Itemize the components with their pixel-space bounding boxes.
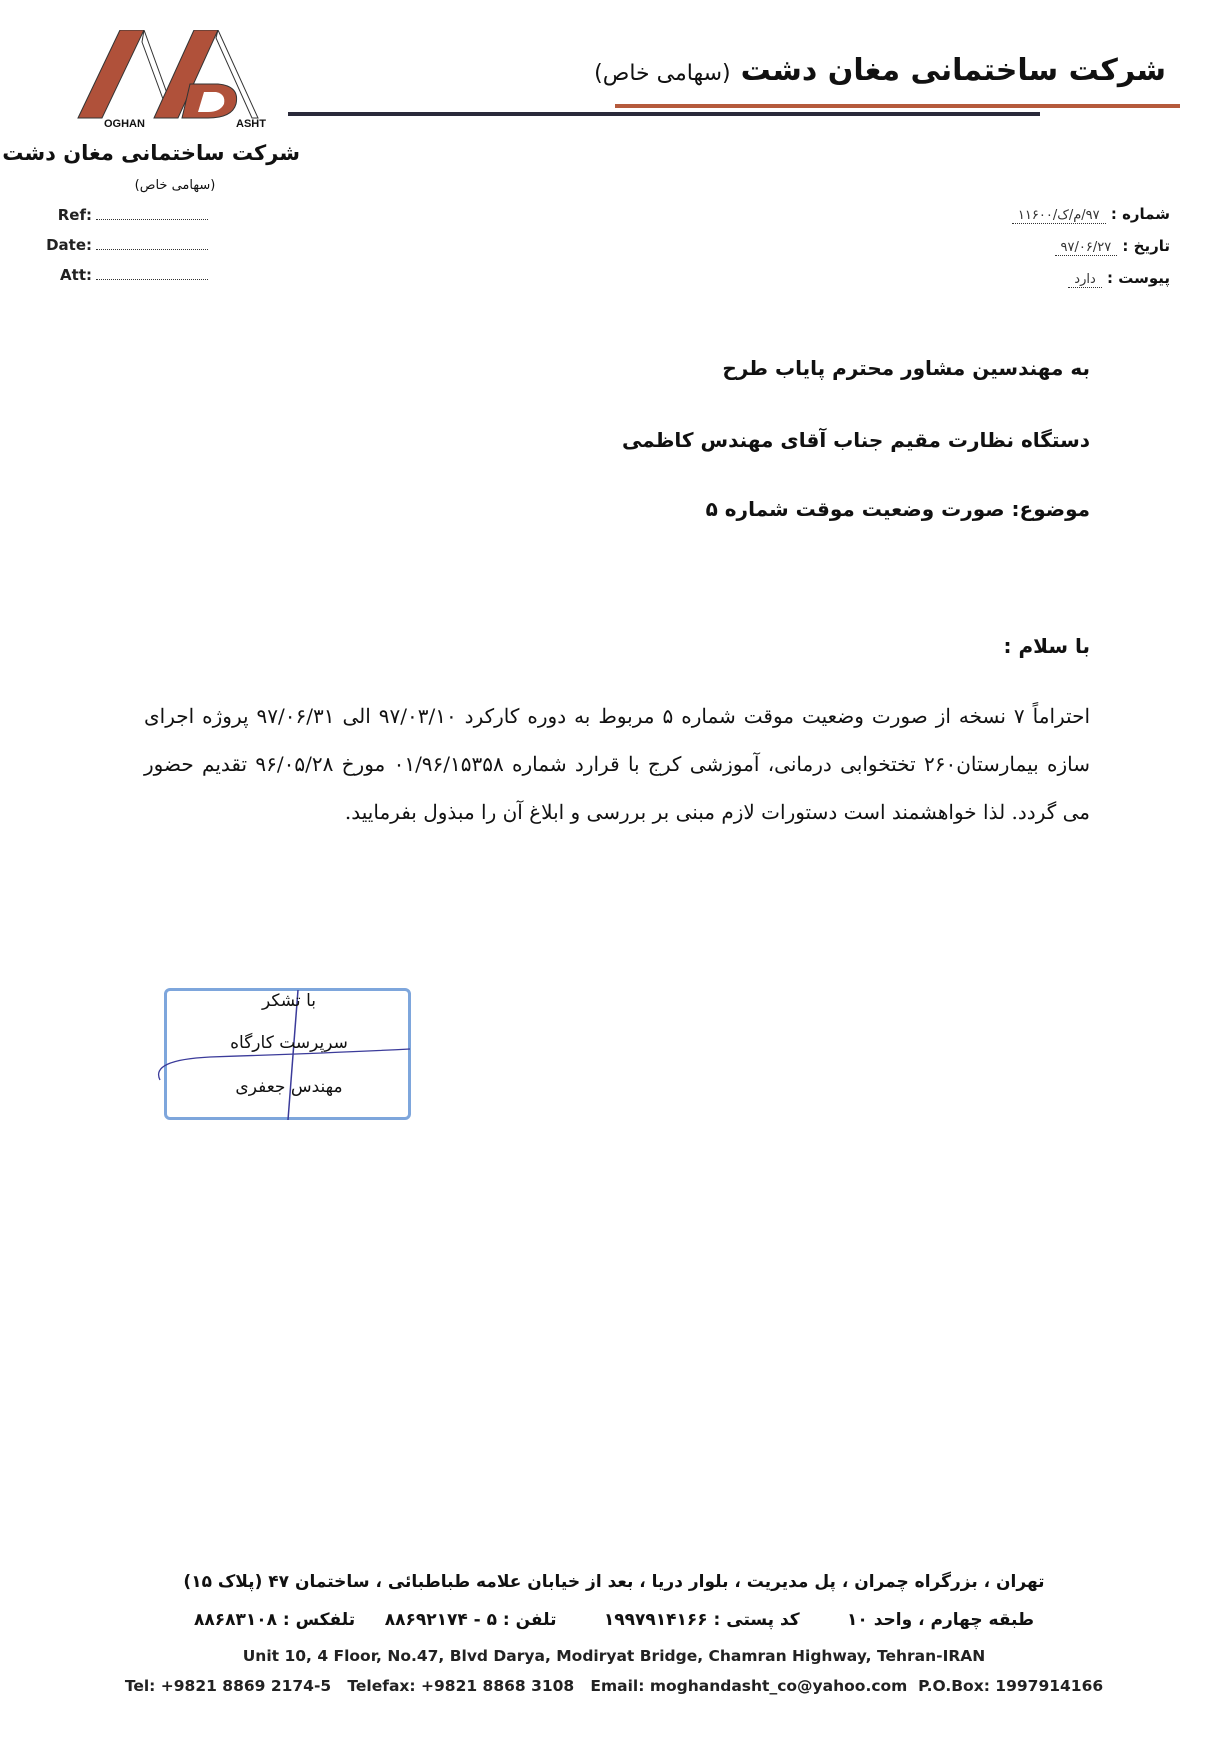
letter-date-field: تاریخ : ۹۷/۰۶/۲۷ bbox=[1055, 234, 1170, 258]
ref-field: Ref: bbox=[44, 204, 208, 226]
logo-company-type: (سهامی خاص) bbox=[134, 178, 216, 193]
footer-address-en: Unit 10, 4 Floor, No.47, Blvd Darya, Modiryat Bridge, Chamran Highway, Tehran-IRAN bbox=[242, 1647, 986, 1665]
signature-name: مهندس جعفری bbox=[235, 1077, 343, 1097]
letter-number-field: شماره : ۹۷/م/ک/۱۱۶۰۰ bbox=[1012, 202, 1170, 226]
letter-date-value: ۹۷/۰۶/۲۷ bbox=[1055, 240, 1118, 256]
letter-body: احتراماً ۷ نسخه از صورت وضعیت موقت شماره ۵ مربوط به دوره کارکرد ۹۷/۰۳/۱۰ الی ۹۷/۰۶/۳۱ پروژه اجرای سازه بیمارستان۲۶۰ تختخوابی درمانی، آموزشی کرج با قرارد شماره ۰۱/۹۶/۱۵۳۵۸ مورخ ۹۶/۰۵/۲۸ تقدیم حضور می گردد. لذا خواهشمند است دستورات لازم مبنی بر بررسی و ابلاغ آن را مبذول بفرمایید. bbox=[144, 704, 1091, 824]
subject-line: موضوع: صورت وضعیت موقت شماره ۵ bbox=[705, 497, 1090, 521]
logo-text-asht: ASHT bbox=[236, 118, 266, 130]
letterhead-company-name: شرکت ساختمانی مغان دشت bbox=[740, 53, 1166, 88]
footer-contact-fa: طبقه چهارم ، واحد ۱۰ کد پستی : ۱۹۹۷۹۱۴۱۶۶ تلفن : ۵ - ۸۸۶۹۲۱۷۴ تلفکس : ۸۸۶۸۳۱۰۸ bbox=[193, 1610, 1035, 1630]
header-divider-dark bbox=[288, 112, 1040, 116]
date-field: Date: bbox=[44, 234, 208, 256]
header-divider-red bbox=[615, 104, 1180, 108]
attachment-field: پیوست : دارد bbox=[1068, 266, 1170, 290]
signature-title: سرپرست کارگاه bbox=[230, 1033, 348, 1053]
footer-address-fa: تهران ، بزرگراه چمران ، پل مدیریت ، بلوار دریا ، بعد از خیابان علامه طباطبائی ، ساختمان ۴۷ (پلاک ۱۵) bbox=[183, 1572, 1045, 1592]
att-field: Att: bbox=[44, 264, 208, 286]
logo-text-oghan: OGHAN bbox=[104, 118, 145, 130]
addressee: به مهندسین مشاور محترم پایاب طرح bbox=[722, 356, 1090, 380]
letterhead-company-type: (سهامی خاص) bbox=[594, 61, 731, 86]
signature-closing: با تشکر bbox=[262, 991, 316, 1011]
attachment-value: دارد bbox=[1068, 272, 1101, 288]
logo-company-name: شرکت ساختمانی مغان دشت bbox=[2, 141, 300, 165]
footer-contact-en: Tel: +9821 8869 2174-5 Telefax: +9821 8868 3108 Email: moghandasht_co@yahoo.com P.O.Box: 1997914166 bbox=[124, 1677, 1104, 1695]
supervisor-line: دستگاه نظارت مقیم جناب آقای مهندس کاظمی bbox=[621, 428, 1090, 452]
company-logo bbox=[58, 30, 290, 122]
greeting: با سلام : bbox=[1003, 634, 1090, 658]
letterhead-title bbox=[594, 50, 1166, 92]
letter-number-value: ۹۷/م/ک/۱۱۶۰۰ bbox=[1012, 208, 1106, 224]
